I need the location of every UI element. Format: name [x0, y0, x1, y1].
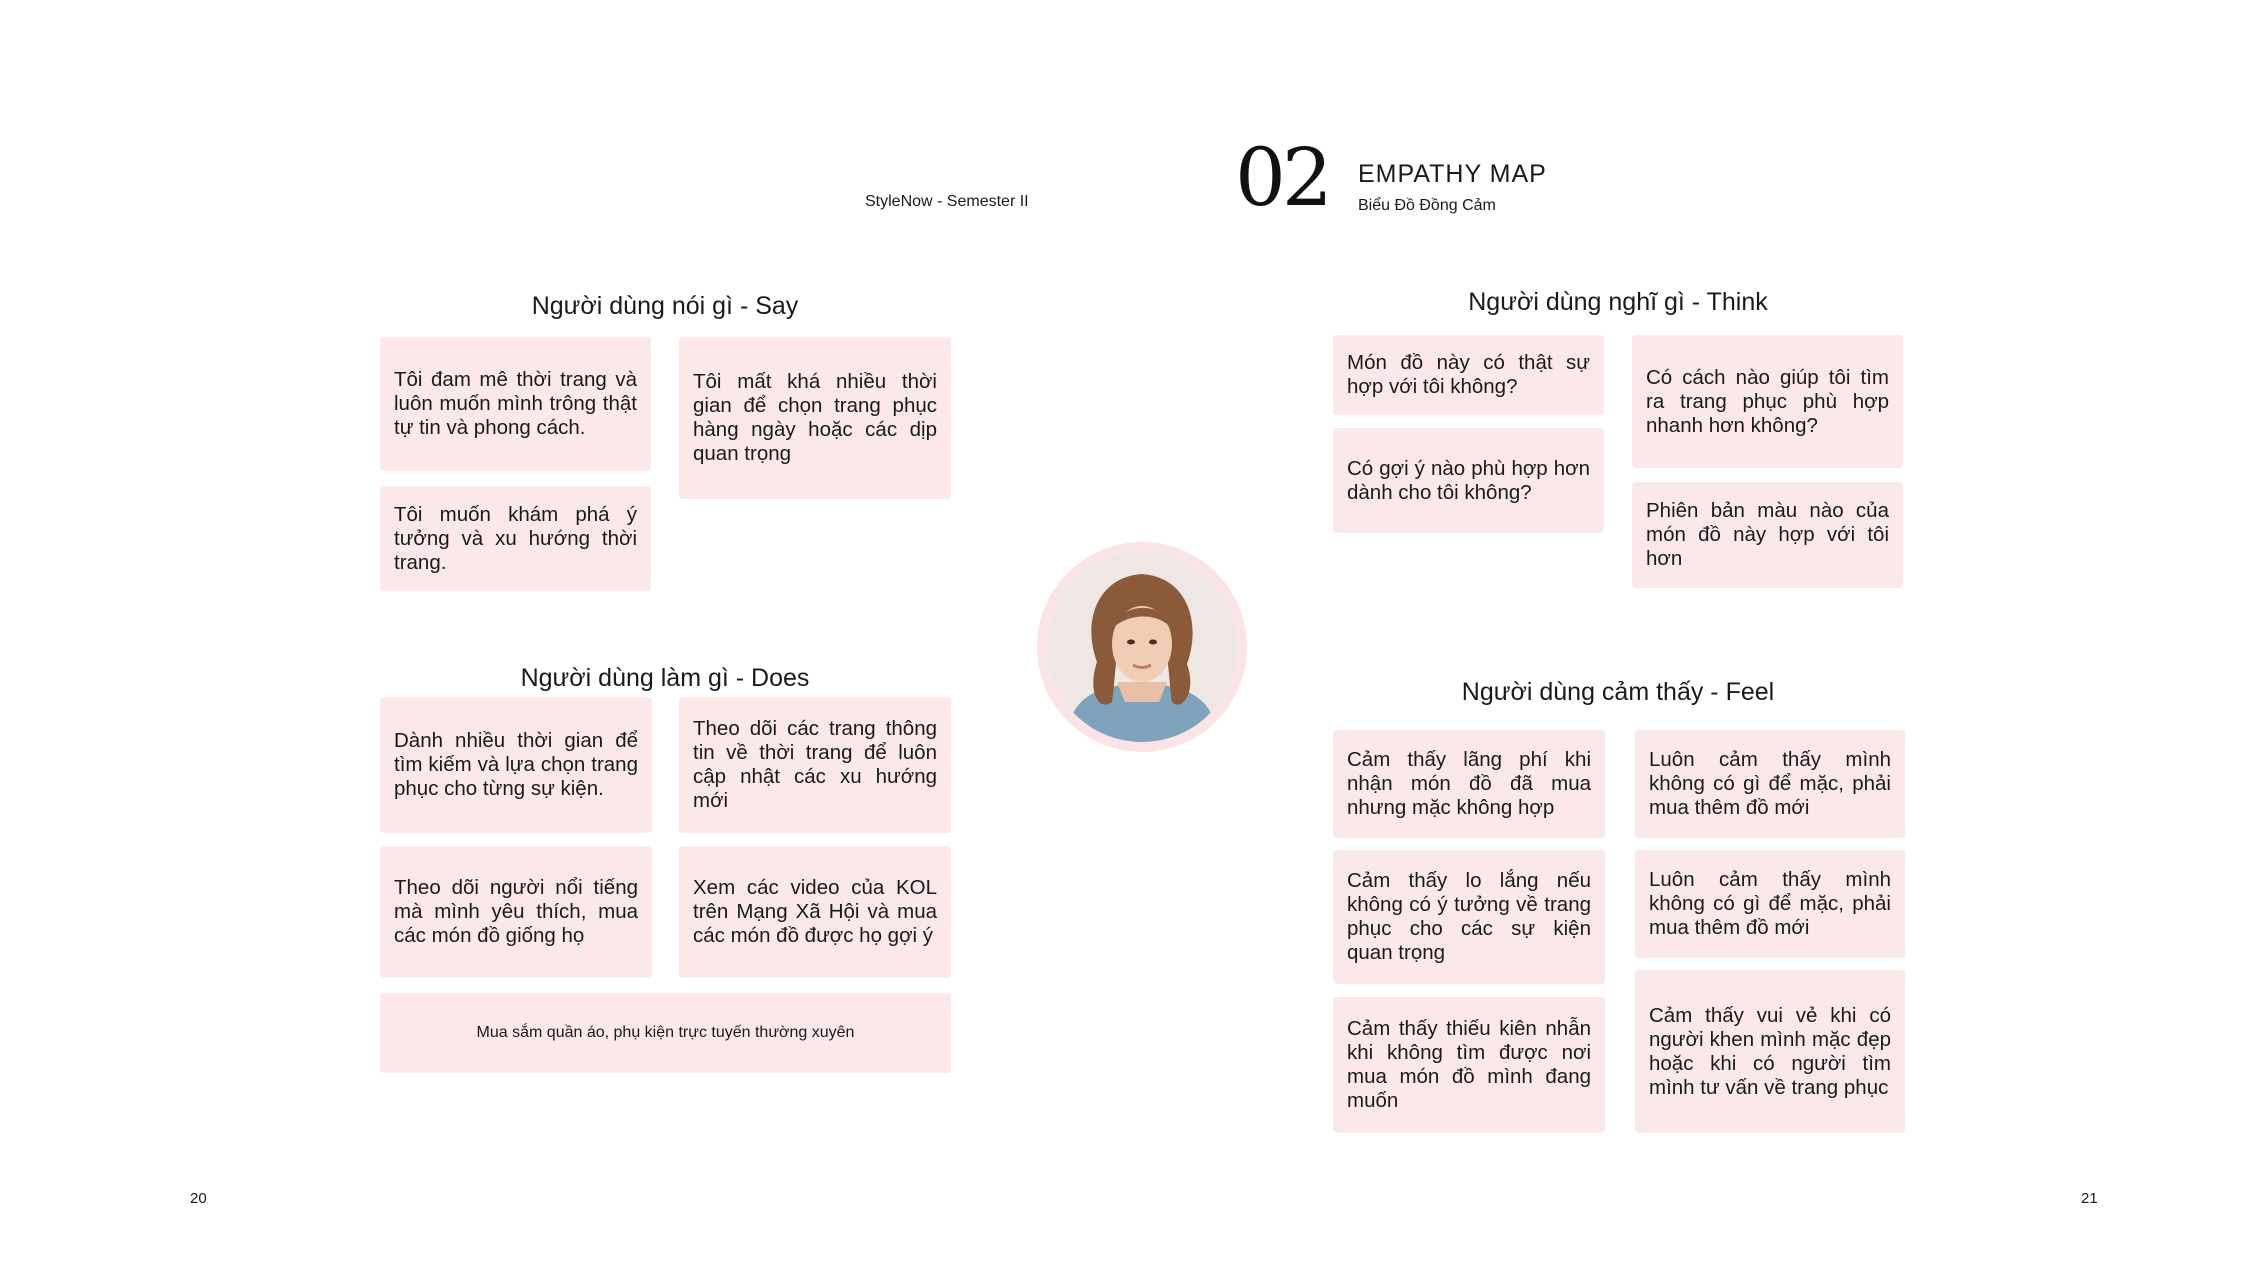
feel-card: Luôn cảm thấy mình không có gì để mặc, phải mua thêm đồ mới [1635, 730, 1905, 838]
feel-card: Luôn cảm thấy mình không có gì để mặc, phải mua thêm đồ mới [1635, 850, 1905, 958]
say-card: Tôi đam mê thời trang và luôn muốn mình trông thật tự tin và phong cách. [380, 337, 651, 471]
does-card: Theo dõi các trang thông tin về thời trang để luôn cập nhật các xu hướng mới [679, 697, 951, 833]
think-card: Có gợi ý nào phù hợp hơn dành cho tôi không? [1333, 428, 1604, 533]
page-number-left: 20 [190, 1190, 207, 1207]
persona-avatar [1037, 542, 1247, 752]
think-title: Người dùng nghĩ gì - Think [1468, 288, 1768, 316]
section-number: 02 [1235, 131, 1329, 224]
persona-photo [1047, 552, 1237, 742]
doc-label: StyleNow - Semester II [865, 193, 1029, 210]
feel-title: Người dùng cảm thấy - Feel [1461, 678, 1775, 706]
feel-card: Cảm thấy lo lắng nếu không có ý tưởng về trang phục cho các sự kiện quan trọng [1333, 850, 1605, 984]
does-title: Người dùng làm gì - Does [520, 664, 810, 692]
feel-card: Cảm thấy thiếu kiên nhẫn khi không tìm được nơi mua món đồ mình đang muốn [1333, 997, 1605, 1133]
section-title: EMPATHY MAP [1358, 160, 1547, 188]
does-card: Theo dõi người nổi tiếng mà mình yêu thích, mua các món đồ giống họ [380, 846, 652, 978]
think-card: Có cách nào giúp tôi tìm ra trang phục phù hợp nhanh hơn không? [1632, 335, 1903, 468]
feel-card: Cảm thấy lãng phí khi nhận món đồ đã mua nhưng mặc không hợp [1333, 730, 1605, 838]
does-card: Dành nhiều thời gian để tìm kiếm và lựa chọn trang phục cho từng sự kiện. [380, 697, 652, 833]
page-number-right: 21 [2081, 1190, 2098, 1207]
say-card: Tôi mất khá nhiều thời gian để chọn trang phục hàng ngày hoặc các dịp quan trọng [679, 337, 951, 499]
think-card: Phiên bản màu nào của món đồ này hợp với tôi hơn [1632, 482, 1903, 588]
say-card: Tôi muốn khám phá ý tưởng và xu hướng thời trang. [380, 486, 651, 591]
does-card: Xem các video của KOL trên Mạng Xã Hội và mua các món đồ được họ gợi ý [679, 846, 951, 978]
think-card: Món đồ này có thật sự hợp với tôi không? [1333, 335, 1604, 415]
does-card-wide: Mua sắm quần áo, phụ kiện trực tuyến thường xuyên [380, 993, 951, 1073]
section-subtitle: Biểu Đồ Đồng Cảm [1358, 197, 1496, 214]
feel-card: Cảm thấy vui vẻ khi có người khen mình mặc đẹp hoặc khi có người tìm mình tư vấn về trang phục [1635, 970, 1905, 1133]
say-title: Người dùng nói gì - Say [531, 292, 799, 320]
